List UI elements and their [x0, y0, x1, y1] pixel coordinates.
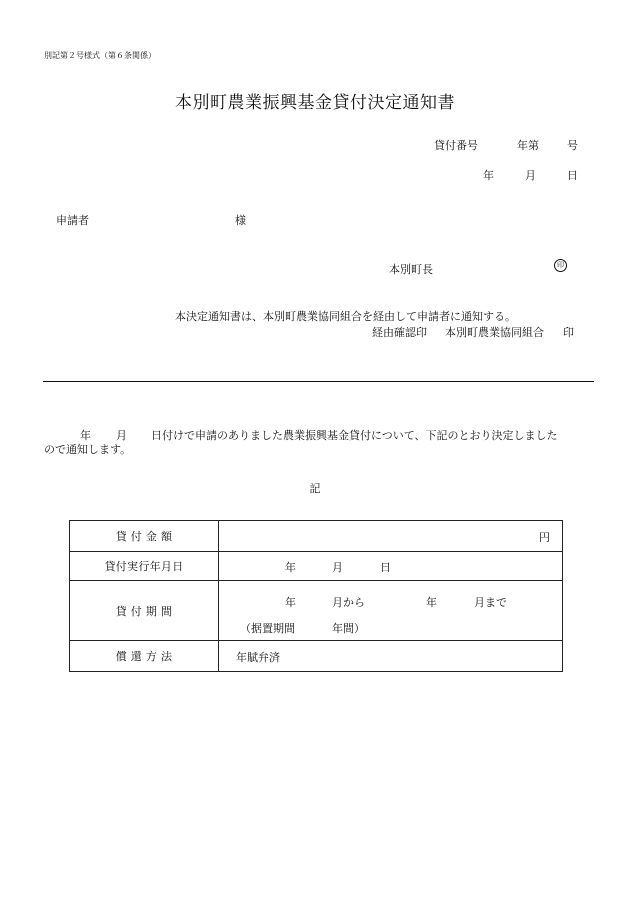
repayment-cell	[219, 641, 563, 672]
amount-unit: 円	[539, 531, 550, 544]
confirmation-org: 本別町農業協同組合	[445, 326, 544, 339]
period-month-until: 月まで	[474, 596, 507, 609]
issue-date-year: 年	[483, 169, 494, 182]
period-label: 貸 付 期 間	[70, 581, 219, 641]
applicant-label: 申請者	[56, 214, 89, 227]
confirmation-label: 経由確認印	[372, 326, 427, 339]
period-cell	[219, 581, 563, 641]
amount-label: 貸 付 金 額	[70, 521, 219, 552]
period-month-from: 月から	[332, 596, 365, 609]
confirmation-seal: 印	[563, 326, 574, 339]
exec-date-month: 月	[332, 561, 343, 574]
table-row	[70, 581, 563, 641]
loan-number-year: 年第	[517, 139, 539, 152]
table-row	[70, 521, 563, 552]
via-notice: 本決定通知書は、本別町農業協同組合を経由して申請者に通知する。	[175, 310, 516, 323]
exec-date-label: 貸付実行年月日	[70, 552, 219, 581]
body-text-line2: ので通知します。	[44, 443, 132, 456]
exec-date-cell	[219, 552, 563, 581]
issue-date-month: 月	[525, 169, 536, 182]
body-month: 月	[116, 429, 127, 442]
ki-heading: 記	[309, 482, 321, 495]
loan-number-label: 貸付番号	[434, 139, 478, 152]
body-year: 年	[80, 429, 91, 442]
period-year2: 年	[426, 596, 437, 609]
repayment-label: 償 還 方 法	[70, 641, 219, 672]
issue-date-day: 日	[567, 169, 578, 182]
table-row	[70, 552, 563, 581]
amount-cell	[219, 521, 563, 552]
document-title: 本別町農業振興基金貸付決定通知書	[175, 93, 455, 113]
table-row	[70, 641, 563, 672]
exec-date-year: 年	[285, 561, 296, 574]
loan-number-go: 号	[567, 139, 578, 152]
loan-details-table	[69, 520, 563, 672]
body-text-line1: 日付けで申請のありました農業振興基金貸付について、下記のとおり決定しました	[151, 429, 558, 442]
divider	[43, 381, 594, 382]
applicant-honorific: 様	[235, 214, 246, 227]
mayor-label: 本別町長	[389, 263, 433, 276]
grace-period-open: （据置期間	[240, 622, 295, 635]
repayment-method: 年賦弁済	[236, 651, 280, 664]
period-year1: 年	[285, 596, 296, 609]
mayor-seal-icon: 印	[554, 259, 567, 272]
grace-period-years: 年間）	[332, 622, 365, 635]
exec-date-day: 日	[380, 561, 391, 574]
form-reference: 別記第２号様式（第６条関係）	[44, 51, 156, 60]
